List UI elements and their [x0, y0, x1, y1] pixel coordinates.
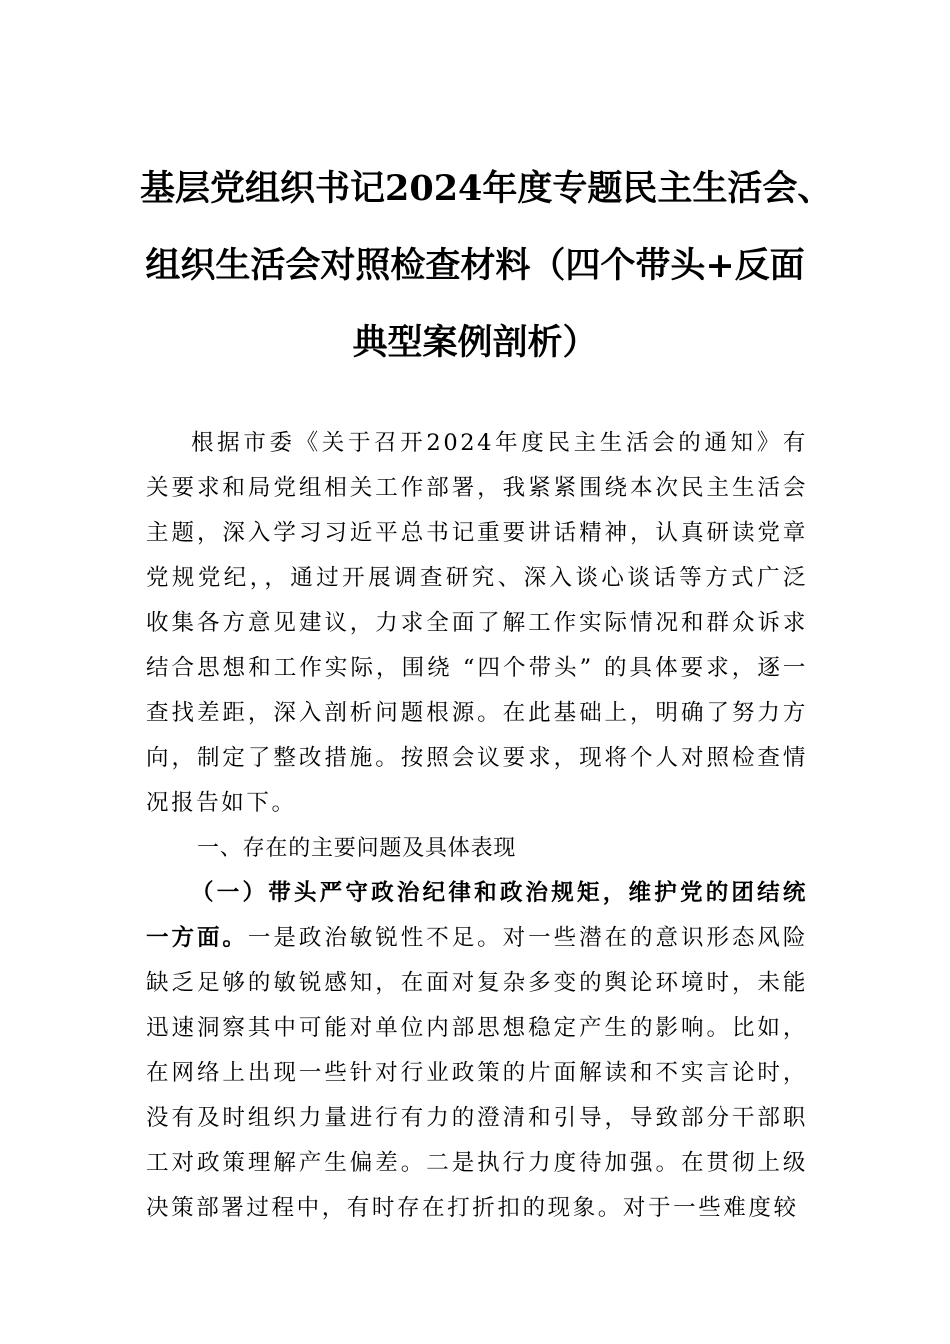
title-line-1: 基层党组织书记2024年度专题民主生活会、: [140, 168, 833, 209]
section-heading: 一、存在的主要问题及具体表现: [197, 836, 517, 861]
subsection-paragraph: [146, 871, 808, 1231]
subsection-heading: （一）带头严守政治纪律和政治规矩，维护党的团结统一方面。: [146, 880, 808, 951]
title-line-3: 典型案例剖析）: [352, 322, 598, 363]
subsection-body: 一是政治敏锐性不足。对一些潜在的意识形态风险缺乏足够的敏锐感知，在面对复杂多变的舆论环境时，未能迅速洞察其中可能对单位内部思想稳定产生的影响。比如，在网络上出现一些针对行业政策的片面解读和不实言论时，没有及时组织力量进行有力的澄清和引导，导致部分干部职工对政策理解产生偏差。二是执行力度待加强。在贯彻上级决策部署过程中，有时存在打折扣的现象。对于一些难度较: [146, 925, 808, 1221]
intro-paragraph: 根据市委《关于召开2024年度民主生活会的通知》有关要求和局党组相关工作部署，我紧紧围绕本次民主生活会主题，深入学习习近平总书记重要讲话精神，认真研读党章党规党纪，，通过开展调查研究、深入谈心谈话等方式广泛收集各方意见建议，力求全面了解工作实际情况和群众诉求结合思想和工作实际，围绕 “四个带头” 的具体要求，逐一查找差距，深入剖析问题根源。在此基础上，明确了努力方向，制定了整改措施。按照会议要求，现将个人对照检查情况报告如下。: [146, 430, 808, 816]
title-line-2: 组织生活会对照检查材料（四个带头+反面: [145, 245, 805, 286]
document-body: [146, 421, 808, 1231]
document-title: [140, 150, 833, 381]
